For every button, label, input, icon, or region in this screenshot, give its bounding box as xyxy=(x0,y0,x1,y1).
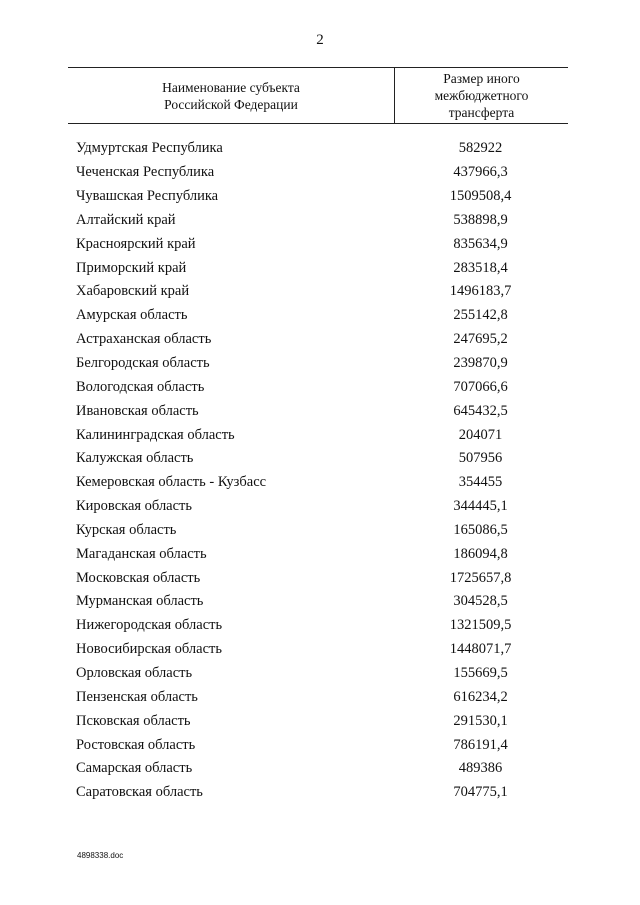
region-name-cell: Алтайский край xyxy=(76,211,176,228)
region-name-cell: Вологодская область xyxy=(76,378,205,395)
transfer-amount-cell: 255142,8 xyxy=(453,307,508,324)
table-row xyxy=(68,471,568,495)
footer-filename: 4898338.doc xyxy=(77,851,124,860)
transfer-amount-cell: 344445,1 xyxy=(453,498,508,515)
table-row xyxy=(68,542,568,566)
table-row xyxy=(68,304,568,328)
table-row xyxy=(68,352,568,376)
table-header xyxy=(68,67,568,124)
region-name-cell: Нижегородская область xyxy=(76,617,223,634)
transfer-amount-cell: 538898,9 xyxy=(453,211,508,228)
column-header-region-name-line-2: Российской Федерации xyxy=(164,96,298,112)
region-name-cell: Чувашская Республика xyxy=(76,188,219,205)
page-number: 2 xyxy=(316,32,324,48)
region-name-cell: Красноярский край xyxy=(76,235,196,252)
transfer-amount-cell: 204071 xyxy=(458,426,503,443)
transfer-amount-cell: 1496183,7 xyxy=(449,283,512,300)
region-name-cell: Ростовская область xyxy=(76,736,196,753)
table-row xyxy=(68,209,568,233)
table-row xyxy=(68,757,568,781)
transfer-amount-cell: 283518,4 xyxy=(453,259,508,276)
region-name-cell: Новосибирская область xyxy=(76,641,222,658)
column-header-transfer-amount-line-3: трансферта xyxy=(448,105,515,120)
table-row xyxy=(68,685,568,709)
region-name-cell: Кировская область xyxy=(76,498,193,515)
table-row xyxy=(68,447,568,471)
region-name-cell: Хабаровский край xyxy=(76,283,190,300)
transfer-amount-cell: 582922 xyxy=(458,140,503,157)
region-name-cell: Астраханская область xyxy=(76,331,212,348)
region-name-cell: Магаданская область xyxy=(76,545,207,562)
table-row xyxy=(68,375,568,399)
region-name-cell: Орловская область xyxy=(76,664,193,681)
table-row xyxy=(68,662,568,686)
transfer-amount-cell: 1725657,8 xyxy=(449,569,512,586)
transfer-amount-cell: 616234,2 xyxy=(453,688,508,705)
transfer-amount-cell: 645432,5 xyxy=(453,402,508,419)
transfer-amount-cell: 835634,9 xyxy=(453,235,508,252)
transfer-amount-cell: 165086,5 xyxy=(453,521,508,538)
region-name-cell: Калужская область xyxy=(76,450,194,467)
transfer-amount-cell: 304528,5 xyxy=(453,593,508,610)
transfer-amount-cell: 1321509,5 xyxy=(449,617,512,634)
region-name-cell: Пензенская область xyxy=(76,688,198,705)
transfer-amount-cell: 1448071,7 xyxy=(449,641,512,658)
table-row xyxy=(68,709,568,733)
region-name-cell: Мурманская область xyxy=(76,593,204,610)
transfer-amount-cell: 437966,3 xyxy=(453,164,508,181)
region-name-cell: Амурская область xyxy=(76,307,188,324)
table-row xyxy=(68,185,568,209)
column-header-transfer-amount-line-2: межбюджетного xyxy=(434,88,529,103)
transfer-amount-cell: 247695,2 xyxy=(453,331,508,348)
table-row xyxy=(68,161,568,185)
transfer-amount-cell: 707066,6 xyxy=(453,378,508,395)
table-body xyxy=(68,137,568,805)
region-name-cell: Курская область xyxy=(76,521,177,538)
transfer-amount-cell: 291530,1 xyxy=(453,712,508,729)
transfer-amount-cell: 186094,8 xyxy=(453,545,508,562)
table-row xyxy=(68,781,568,805)
table-row xyxy=(68,137,568,161)
table-row xyxy=(68,423,568,447)
transfer-amount-cell: 704775,1 xyxy=(453,784,508,801)
region-name-cell: Ивановская область xyxy=(76,402,199,419)
transfer-amount-cell: 1509508,4 xyxy=(449,188,512,205)
region-name-cell: Псковская область xyxy=(76,712,191,729)
transfer-amount-cell: 239870,9 xyxy=(453,355,508,372)
region-name-cell: Калининградская область xyxy=(76,426,235,443)
region-name-cell: Саратовская область xyxy=(76,784,203,801)
region-name-cell: Самарская область xyxy=(76,760,193,777)
region-name-cell: Чеченская Республика xyxy=(76,164,215,181)
region-name-cell: Удмуртская Республика xyxy=(76,140,223,157)
table-row xyxy=(68,328,568,352)
transfer-amount-cell: 489386 xyxy=(458,760,503,777)
table-row xyxy=(68,590,568,614)
transfer-amount-cell: 786191,4 xyxy=(453,736,508,753)
table-row xyxy=(68,733,568,757)
table-row xyxy=(68,614,568,638)
table-row xyxy=(68,566,568,590)
column-header-region-name-line-1: Наименование субъекта xyxy=(162,79,300,95)
transfer-amount-cell: 507956 xyxy=(458,450,503,467)
table-row xyxy=(68,232,568,256)
region-name-cell: Кемеровская область - Кузбасс xyxy=(76,474,267,491)
transfer-amount-cell: 354455 xyxy=(458,474,503,491)
table-row xyxy=(68,495,568,519)
column-header-transfer-amount xyxy=(395,68,568,123)
region-name-cell: Приморский край xyxy=(76,259,187,276)
table-row xyxy=(68,399,568,423)
table-row xyxy=(68,280,568,304)
column-header-transfer-amount-line-1: Размер иного xyxy=(443,71,520,86)
region-name-cell: Московская область xyxy=(76,569,201,586)
table-row xyxy=(68,256,568,280)
transfer-amount-cell: 155669,5 xyxy=(453,664,508,681)
table-row xyxy=(68,638,568,662)
table-row xyxy=(68,519,568,543)
region-name-cell: Белгородская область xyxy=(76,355,210,372)
column-header-region-name xyxy=(68,68,394,123)
